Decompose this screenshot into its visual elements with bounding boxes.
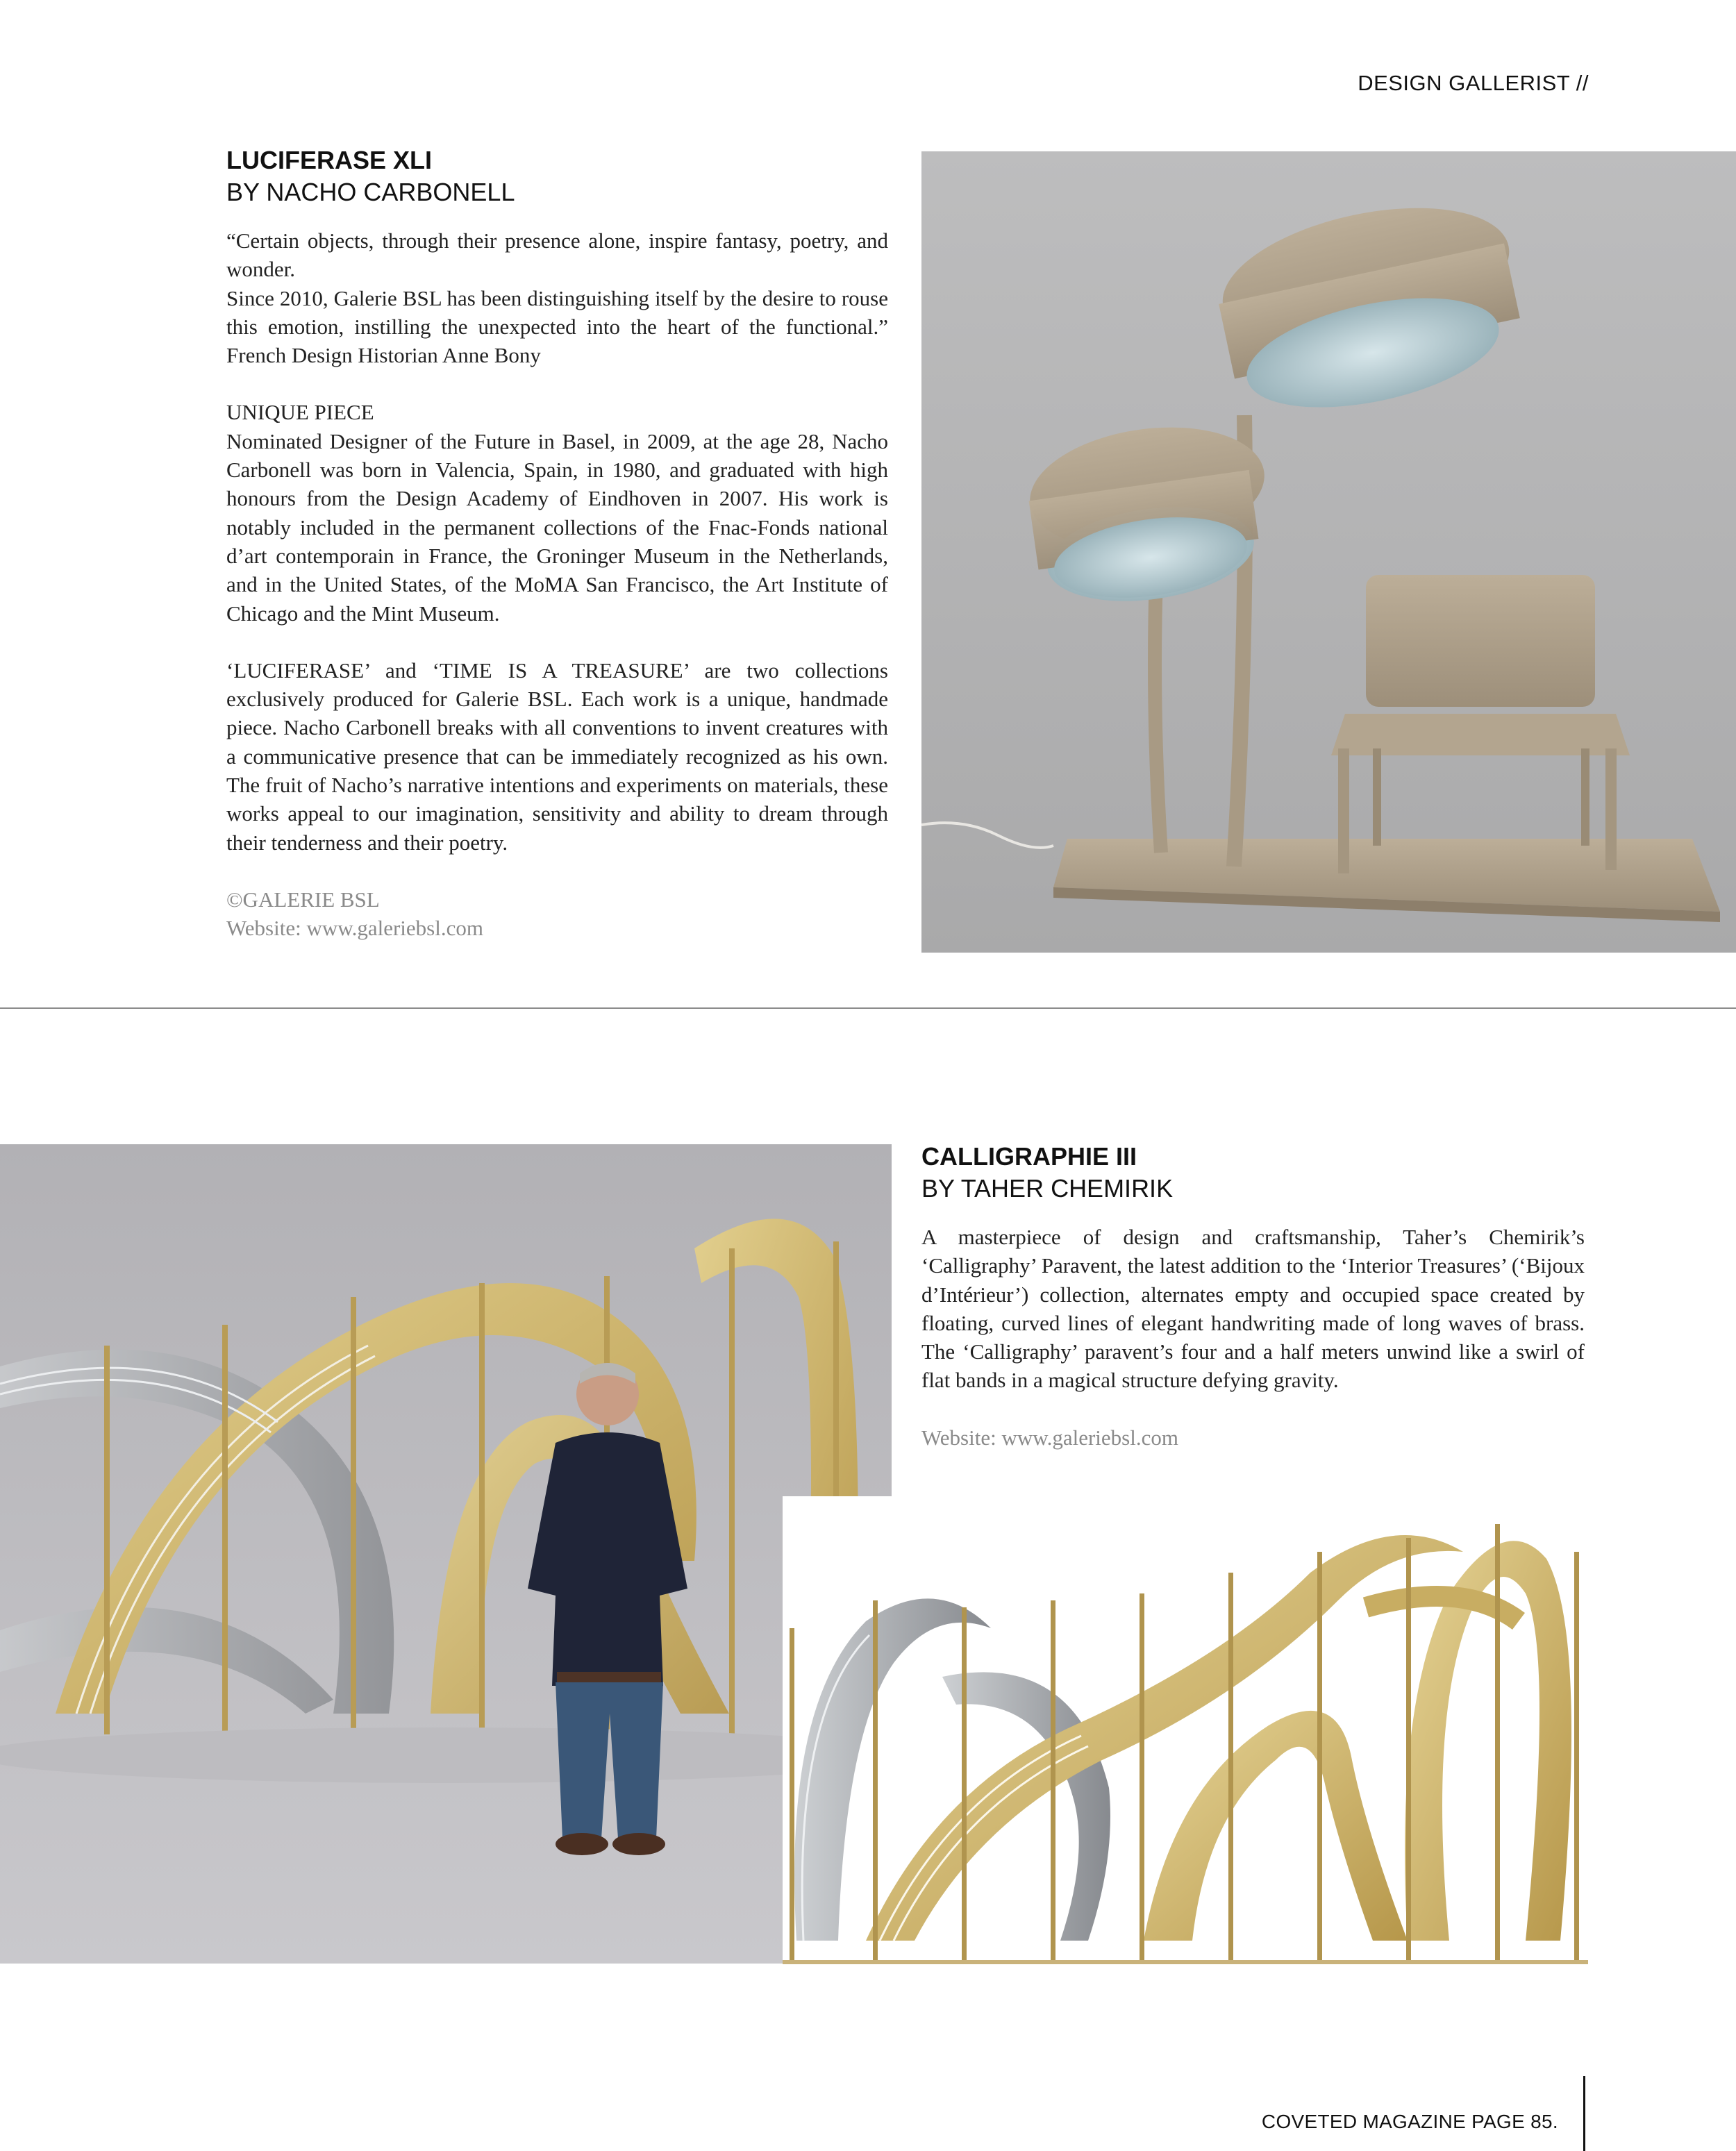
article-intro: “Certain objects, through their presence alone, inspire fantasy, poetry, and wonder. xyxy=(226,228,888,282)
article-luciferase xyxy=(226,144,888,943)
section-label: DESIGN GALLERIST // xyxy=(1358,71,1589,95)
luciferase-photo xyxy=(921,151,1736,953)
article-title: LUCIFERASE XLI xyxy=(226,146,433,174)
calligraphie-photo xyxy=(0,1144,892,1964)
section-divider xyxy=(0,1007,1736,1009)
article-calligraphie xyxy=(921,1141,1585,1452)
article-title: CALLIGRAPHIE III xyxy=(921,1142,1137,1171)
paravent-photo xyxy=(783,1496,1588,1982)
article-bio: Nominated Designer of the Future in Basel, in 2009, at the age 28, Nacho Carbonell was born in Valencia, Spain, in 1980, and graduated with high honours from the Design Academy of Eindhoven in 2007. His work is notably included in the permanent collections of the Fnac-Fonds national d’art contemporain in France, the Groninger Museum in the Netherlands, and in the United States, of the MoMA San Francisco, the Art Institute of Chicago and the Mint Museum. xyxy=(226,428,888,626)
article-collections: ‘LUCIFERASE’ and ‘TIME IS A TREASURE’ are two collections exclusively produced for Galerie BSL. Each work is a unique, handmade piece. Nacho Carbonell breaks with all conventions to invent creatures with a communicative presence that can be immediately recognized as his own. The fruit of Nacho’s narrative intentions and experiments on materials, these works appeal to our imagination, sensitivity and ability to dream through their tenderness and their poetry. xyxy=(226,658,888,855)
article-byline: BY NACHO CARBONELL xyxy=(226,178,515,206)
website-link[interactable]: Website: www.galeriebsl.com xyxy=(921,1425,1178,1450)
image-credit: ©GALERIE BSL xyxy=(226,887,380,912)
website-link[interactable]: Website: www.galeriebsl.com xyxy=(226,916,483,941)
article-body: A masterpiece of design and craftsmanship, Taher’s Chemirik’s ‘Calligraphy’ Paravent, the latest addition to the ‘Interior Treasures’ (‘Bijoux d’Intérieur’) collection, alternates empty and occupied space created by floating, curved lines of elegant handwriting made of long waves of brass. The ‘Calligraphy’ paravent’s four and a half meters unwind like a swirl of flat bands in a magical structure defying gravity. xyxy=(921,1225,1585,1393)
page-footer: COVETED MAGAZINE PAGE 85. xyxy=(1261,2111,1558,2132)
article-quote: Since 2010, Galerie BSL has been distinguishing itself by the desire to rouse this emotion, instilling the unexpected into the heart of the functional.” French Design Historian Anne Bony xyxy=(226,285,888,368)
article-subheading: UNIQUE PIECE xyxy=(226,400,374,425)
article-byline: BY TAHER CHEMIRIK xyxy=(921,1174,1174,1203)
footer-rule xyxy=(1583,2076,1585,2151)
